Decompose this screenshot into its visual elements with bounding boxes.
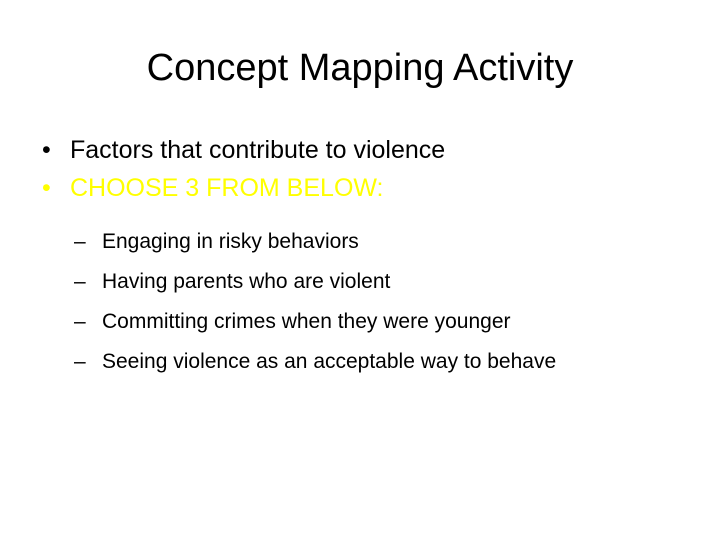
bullet-marker: •: [42, 136, 51, 164]
bullet-marker: •: [42, 174, 51, 202]
sub-bullet-text: Seeing violence as an acceptable way to behave: [102, 350, 557, 373]
sub-bullet-item: [74, 342, 704, 382]
sub-bullet-text: Having parents who are violent: [102, 270, 391, 293]
dash-marker: –: [74, 270, 86, 293]
sub-bullet-item: [74, 222, 704, 262]
dash-marker: –: [74, 230, 86, 253]
bullet-list: [42, 131, 702, 207]
dash-marker: –: [74, 350, 86, 373]
sub-bullet-item: [74, 262, 704, 302]
bullet-text: CHOOSE 3 FROM BELOW:: [70, 174, 384, 202]
sub-bullet-item: [74, 302, 704, 342]
dash-marker: –: [74, 310, 86, 333]
sub-bullet-text: Committing crimes when they were younger: [102, 310, 511, 333]
bullet-text: Factors that contribute to violence: [70, 136, 446, 164]
sub-bullet-list: [74, 222, 704, 382]
sub-bullet-text: Engaging in risky behaviors: [102, 230, 359, 253]
bullet-item: [42, 131, 702, 169]
bullet-item-highlighted: [42, 169, 702, 207]
slide-title: Concept Mapping Activity: [146, 47, 574, 89]
